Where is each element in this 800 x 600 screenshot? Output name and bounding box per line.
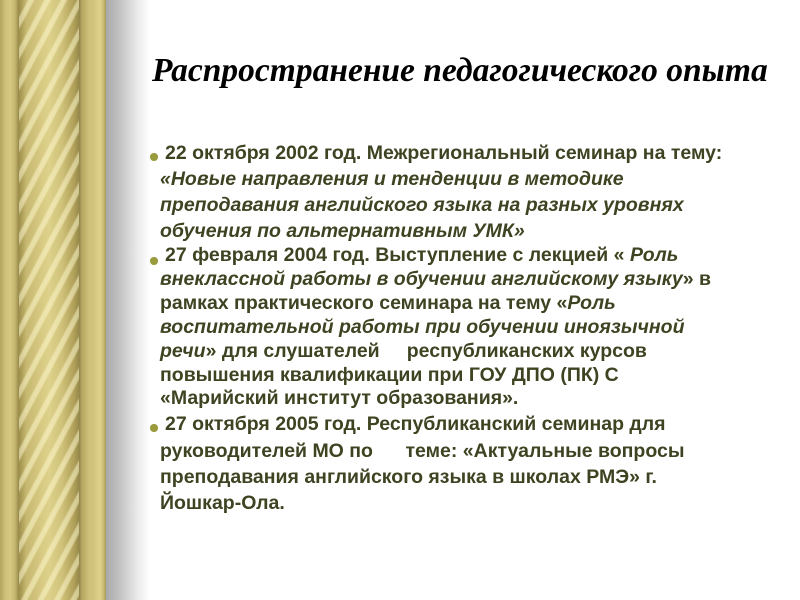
bullet-list xyxy=(147,140,792,517)
bullet-line xyxy=(160,316,792,340)
bullet-line xyxy=(160,192,792,218)
bullet-text-run: речи xyxy=(160,339,206,362)
bullet-line xyxy=(160,166,792,192)
bullet-line xyxy=(160,218,792,244)
pillar-left-band xyxy=(0,0,19,600)
bullet-text-run: 22 октября 2002 год. Межрегиональный семинар на тему: xyxy=(165,142,728,164)
bullet-text-run: руководителей МО по теме: «Актуальные вопросы xyxy=(160,439,685,462)
bullet-text-run: Роль xyxy=(567,291,616,314)
bullet-text-run: Йошкар-Ола. xyxy=(160,492,285,515)
bullet-text-run: обучения по альтернативным УМК» xyxy=(160,220,525,242)
bullet-dot-icon xyxy=(150,153,158,161)
bullet-line xyxy=(165,411,792,437)
bullet-line xyxy=(160,268,792,292)
bullet-item xyxy=(147,140,792,244)
bullet-item xyxy=(147,411,792,516)
pillar-shadow xyxy=(106,0,150,600)
bullet-line xyxy=(160,340,792,364)
bullet-line xyxy=(165,244,792,268)
slide-title: Распространение педагогического опыта xyxy=(152,52,768,89)
bullet-line xyxy=(160,464,792,490)
bullet-item xyxy=(147,244,792,411)
bullet-dot-icon xyxy=(150,424,158,432)
bullet-text-run: воспитательной работы при обучении иноязычной xyxy=(160,315,685,338)
bullet-line xyxy=(160,364,792,388)
bullet-text-run: «Новые направления и тенденции в методике xyxy=(160,168,630,190)
bullet-text-run: 27 февраля 2004 год. Выступление с лекцией « xyxy=(165,244,630,266)
bullet-dot-icon xyxy=(150,257,158,265)
bullet-text-run: 27 октября 2005 год. Республиканский семинар для xyxy=(165,413,666,436)
bullet-text-run: Роль xyxy=(629,244,679,266)
bullet-text-run: преподавания английского языка в школах РМЭ» г. xyxy=(160,465,657,488)
bullet-text-run: «Марийский институт образования». xyxy=(160,387,519,410)
bullet-text-run: рамках практического семинара на тему « xyxy=(160,291,568,314)
pillar-right-band xyxy=(79,0,106,600)
bullet-text-run: » для слушателей республиканских курсов xyxy=(205,339,647,362)
bullet-line xyxy=(160,387,792,411)
bullet-line xyxy=(160,490,792,516)
pillar-rope-column xyxy=(19,0,79,600)
bullet-line xyxy=(160,292,792,316)
bullet-line xyxy=(165,140,792,166)
bullet-text-run: преподавания английского языка на разных уровнях xyxy=(160,194,690,216)
bullet-text-run: внеклассной работы в обучении английскому языку xyxy=(160,267,683,290)
bullet-line xyxy=(160,438,792,464)
bullet-text-run: повышения квалификации при ГОУ ДПО (ПК) С xyxy=(160,363,619,386)
bullet-text-run: » в xyxy=(682,267,712,290)
